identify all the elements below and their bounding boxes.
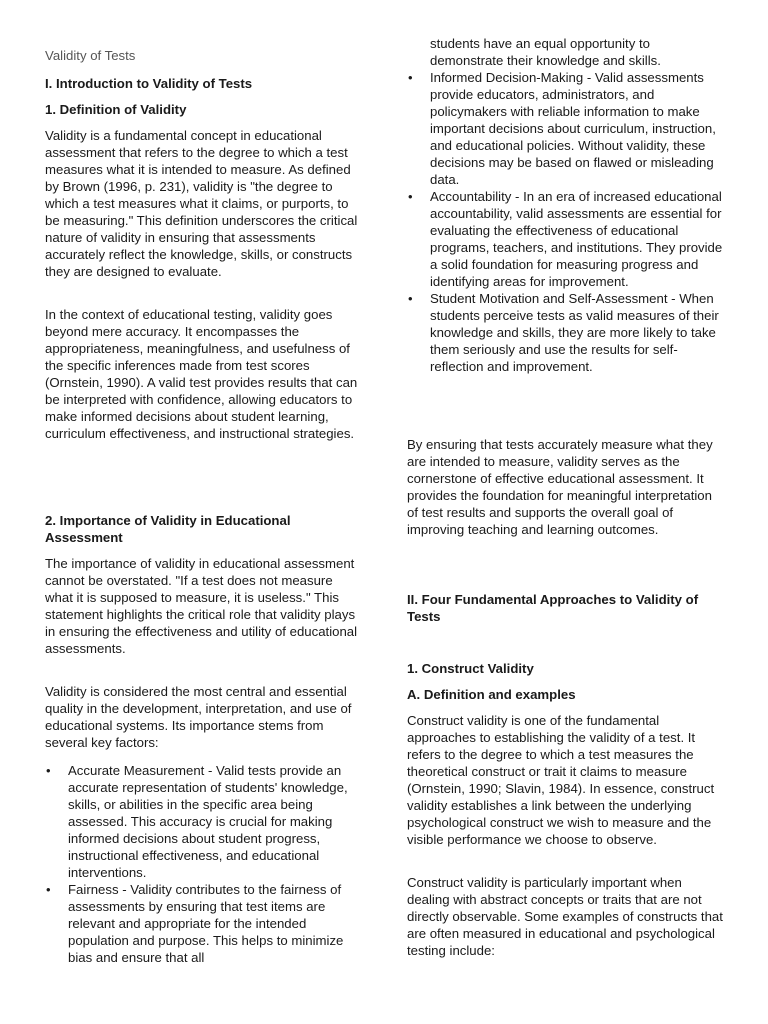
list-item-continuation: students have an equal opportunity to demonstrate their knowledge and skills.: [430, 36, 661, 68]
document-title: Validity of Tests: [45, 48, 136, 63]
section-heading-approaches: II. Four Fundamental Approaches to Validity of Tests: [407, 592, 699, 624]
paragraph-importance-2: Validity is considered the most central and essential quality in the development, interpretation, and use of educational systems. Its importance stems from several key factors:: [45, 684, 352, 750]
paragraph-construct-1: Construct validity is one of the fundamental approaches to establishing the validity of a test. It refers to the degree to which a test measures the theoretical construct or trait it claims to measure (Ornstein, 1990; Slavin, 1984). In essence, construct validity establishes a link between the underlying psychological construct we wish to measure and the visible performance we choose to observe.: [407, 713, 715, 847]
paragraph-definition-2: In the context of educational testing, validity goes beyond mere accuracy. It encompasses the appropriateness, meaningfulness, and usefulness of the specific inferences made from test scores (Ornstein, 1990). A valid test provides results that can be interpreted with confidence, allowing educators to make informed decisions about student learning, curriculum effectiveness, and instructional strategies.: [45, 307, 358, 441]
list-item: • Informed Decision-Making - Valid assessments provide educators, administrators, and policymakers with reliable information to make important decisions about curriculum, instruction, and educational policies. Without validity, these decisions may be based on flawed or misleading data.: [407, 69, 725, 188]
bullet-list-right: [407, 69, 725, 375]
list-item: • Student Motivation and Self-Assessment - When students perceive tests as valid measures of their knowledge and skills, they are more likely to take them seriously and use the results for self-reflection and improvement.: [407, 290, 725, 375]
section-heading-introduction: I. Introduction to Validity of Tests: [45, 76, 253, 91]
subheading-definition-examples: A. Definition and examples: [407, 687, 576, 702]
subheading-definition: 1. Definition of Validity: [45, 102, 187, 117]
bullet-list-left: [45, 762, 363, 966]
subheading-construct-validity: 1. Construct Validity: [407, 661, 534, 676]
paragraph-construct-2: Construct validity is particularly important when dealing with abstract concepts or traits that are not directly observable. Some examples of constructs that are often measured in educational and psychological testing include:: [407, 875, 723, 958]
paragraph-definition-1: Validity is a fundamental concept in educational assessment that refers to the degree to which a test measures what it is intended to measure. As defined by Brown (1996, p. 231), validity is "the degree to which a test measures what it claims, or purports, to be measuring." This definition underscores the critical nature of validity in ensuring that assessments accurately reflect the knowledge, skills, or constructs they are designed to evaluate.: [45, 128, 358, 279]
list-item: • Accountability - In an era of increased educational accountability, valid assessments are essential for evaluating the effectiveness of educational programs, teachers, and institutions. They provide a solid foundation for measuring progress and identifying areas for improvement.: [407, 188, 725, 290]
list-item: • Accurate Measurement - Valid tests provide an accurate representation of students' knowledge, skills, or abilities in the specific area being assessed. This accuracy is crucial for making informed decisions about student progress, instructional effectiveness, and educational interventions.: [45, 762, 363, 881]
paragraph-importance-1: The importance of validity in educational assessment cannot be overstated. "If a test does not measure what it is supposed to measure, it is useless." This statement highlights the critical role that validity plays in ensuring the effectiveness and utility of educational assessments.: [45, 556, 358, 656]
list-item: • Fairness - Validity contributes to the fairness of assessments by ensuring that test items are relevant and appropriate for the intended population and purpose. This helps to minimize bias and ensure that all: [45, 881, 363, 966]
paragraph-importance-3: By ensuring that tests accurately measure what they are intended to measure, validity serves as the cornerstone of effective educational assessment. It provides the foundation for meaningful interpretation of test results and supports the overall goal of improving teaching and learning outcomes.: [407, 437, 713, 537]
subheading-importance: 2. Importance of Validity in Educational Assessment: [45, 513, 291, 545]
